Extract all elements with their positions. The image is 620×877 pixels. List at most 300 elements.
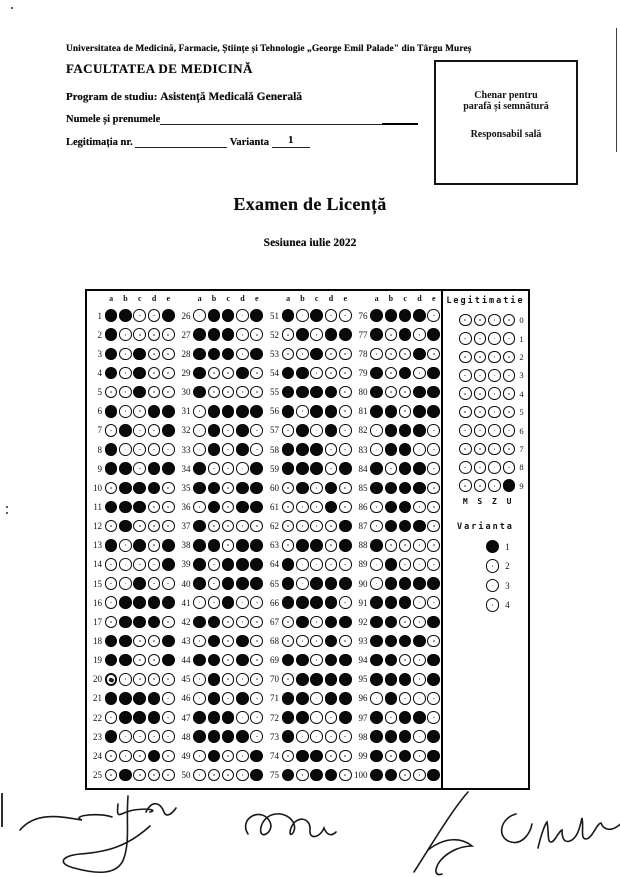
answer-bubble (399, 673, 412, 686)
answer-bubble (105, 654, 118, 667)
answer-bubble (105, 616, 118, 629)
answer-bubble (208, 730, 221, 743)
answer-bubble (193, 348, 206, 361)
option-letter: e (432, 294, 436, 303)
answer-bubble (427, 635, 440, 648)
answer-bubble (427, 462, 440, 475)
stamp-box (434, 60, 578, 185)
question-number: 6 (97, 406, 102, 417)
digit-label: 0 (519, 315, 524, 326)
legitimatie-bubble (459, 314, 472, 327)
answer-bubble (370, 654, 383, 667)
answer-bubble (105, 405, 118, 418)
answer-row (264, 631, 352, 650)
answer-bubble (370, 386, 383, 399)
answer-row (264, 440, 352, 459)
answer-bubble (339, 386, 352, 399)
answer-bubble (282, 482, 295, 495)
answer-bubble (119, 616, 132, 629)
question-number: 16 (93, 597, 102, 608)
answer-bubble (325, 558, 338, 571)
question-number: 26 (181, 310, 191, 321)
answer-row (264, 383, 352, 402)
answer-bubble (193, 558, 206, 571)
answer-bubble (105, 328, 118, 341)
answer-row (175, 670, 263, 689)
program-line (66, 91, 302, 103)
question-number: 49 (181, 750, 191, 761)
stamp-box-line2: parafă și semnătură (463, 101, 549, 112)
answer-column (264, 291, 352, 788)
answer-row (87, 459, 175, 478)
answer-bubble (222, 596, 235, 609)
answer-bubble (162, 577, 175, 590)
question-number: 70 (269, 674, 279, 685)
answer-bubble (370, 405, 383, 418)
answer-row (352, 383, 440, 402)
answer-bubble (310, 596, 323, 609)
answer-bubble (162, 520, 175, 533)
answer-bubble (148, 558, 161, 571)
answer-bubble (385, 711, 398, 724)
question-number: 58 (269, 444, 279, 455)
option-letter: e (255, 294, 259, 303)
answer-bubble (250, 443, 263, 456)
answer-bubble (133, 750, 146, 763)
answer-row (352, 363, 440, 382)
answer-bubble (193, 482, 206, 495)
answer-bubble (282, 328, 295, 341)
answer-bubble (339, 405, 352, 418)
question-number: 91 (358, 597, 368, 608)
digit-label: 5 (519, 407, 524, 418)
answer-bubble (370, 367, 383, 380)
answer-bubble (236, 328, 249, 341)
answer-row (175, 478, 263, 497)
answer-bubble (427, 730, 440, 743)
answer-bubble (296, 769, 309, 782)
question-number: 11 (93, 501, 102, 512)
answer-row (352, 459, 440, 478)
answer-bubble (385, 520, 398, 533)
answer-bubble (325, 730, 338, 743)
answer-bubble (282, 635, 295, 648)
answer-row (175, 708, 263, 727)
answer-bubble (310, 443, 323, 456)
answer-bubble (250, 424, 263, 437)
answer-bubble (119, 424, 132, 437)
question-number: 40 (181, 578, 191, 589)
answer-bubble (370, 443, 383, 456)
answer-bubble (427, 348, 440, 361)
answer-bubble (282, 577, 295, 590)
option-letter: c (403, 294, 407, 303)
question-number: 59 (269, 463, 279, 474)
answer-bubble (222, 367, 235, 380)
answer-bubble (250, 635, 263, 648)
answer-bubble (208, 309, 221, 322)
answer-bubble (427, 501, 440, 514)
answer-row (87, 478, 175, 497)
digit-label: 2 (519, 351, 524, 362)
question-number: 35 (181, 482, 191, 493)
answer-bubble (413, 443, 426, 456)
answer-bubble (162, 616, 175, 629)
answer-row (87, 325, 175, 344)
answer-bubble (370, 730, 383, 743)
answer-bubble (296, 558, 309, 571)
question-number: 32 (181, 425, 191, 436)
option-letter-header (104, 294, 175, 306)
answer-bubble (370, 673, 383, 686)
answer-bubble (413, 367, 426, 380)
answer-row (352, 631, 440, 650)
answer-bubble (385, 482, 398, 495)
answer-row (87, 517, 175, 536)
answer-row (264, 497, 352, 516)
answer-row (352, 440, 440, 459)
signature-1-flourish (63, 796, 176, 872)
answer-bubble (427, 750, 440, 763)
answer-row (87, 708, 175, 727)
answer-bubble (162, 730, 175, 743)
answer-bubble (427, 654, 440, 667)
answer-bubble (282, 386, 295, 399)
answer-bubble (236, 635, 249, 648)
answer-bubble (399, 482, 412, 495)
question-number: 42 (181, 616, 191, 627)
legitimatie-bubble (503, 406, 516, 419)
answer-bubble (296, 520, 309, 533)
legitimatie-bubble (459, 424, 472, 437)
answer-bubble (222, 328, 235, 341)
answer-bubble (339, 692, 352, 705)
signature-3 (414, 792, 472, 875)
answer-bubble (105, 596, 118, 609)
option-letter: a (374, 294, 379, 303)
answer-bubble (427, 769, 440, 782)
answer-bubble (427, 577, 440, 590)
answer-bubble (222, 424, 235, 437)
answer-bubble (105, 367, 118, 380)
answer-bubble (427, 520, 440, 533)
legitimatie-bubble (459, 351, 472, 364)
option-letter: c (226, 294, 230, 303)
question-number: 30 (181, 387, 191, 398)
answer-bubble (413, 711, 426, 724)
legitimatie-bubble (503, 314, 516, 327)
answer-bubble (370, 309, 383, 322)
legitimatie-bubble (503, 443, 516, 456)
answer-bubble (325, 750, 338, 763)
answer-bubble (385, 443, 398, 456)
answer-bubble (310, 328, 323, 341)
answer-bubble (310, 577, 323, 590)
legitimatie-bubble (459, 479, 472, 492)
answer-bubble (282, 520, 295, 533)
answer-bubble (296, 501, 309, 514)
answer-bubble (427, 711, 440, 724)
answer-row (175, 421, 263, 440)
answer-bubble (148, 348, 161, 361)
answer-bubble (193, 386, 206, 399)
answer-bubble (193, 711, 206, 724)
answer-bubble (310, 635, 323, 648)
legitimatie-row (443, 403, 528, 421)
answer-bubble (413, 328, 426, 341)
question-number: 71 (269, 693, 279, 704)
answer-bubble (385, 673, 398, 686)
answer-bubble (148, 577, 161, 590)
legitimatie-bubble (474, 424, 487, 437)
answer-bubble (296, 386, 309, 399)
answer-bubble (162, 769, 175, 782)
answer-bubble (208, 673, 221, 686)
answer-bubble (193, 367, 206, 380)
answer-bubble (399, 730, 412, 743)
answer-bubble (427, 558, 440, 571)
answer-bubble (296, 424, 309, 437)
answer-bubble (413, 558, 426, 571)
answer-bubble (385, 348, 398, 361)
answer-bubble (133, 367, 146, 380)
answer-bubble (310, 501, 323, 514)
answer-bubble (427, 328, 440, 341)
answer-row (264, 708, 352, 727)
answer-column (87, 291, 175, 788)
question-number: 78 (358, 348, 368, 359)
column-letter: S (477, 496, 483, 506)
answer-row (352, 478, 440, 497)
answer-bubble (105, 501, 118, 514)
answer-bubble (385, 367, 398, 380)
answer-bubble (193, 673, 206, 686)
answer-bubble (282, 654, 295, 667)
answer-bubble (148, 692, 161, 705)
answer-bubble (162, 348, 175, 361)
answer-bubble (193, 501, 206, 514)
question-number: 98 (358, 731, 368, 742)
answer-bubble (296, 367, 309, 380)
answer-bubble (250, 577, 263, 590)
answer-row (175, 689, 263, 708)
answer-row (87, 344, 175, 363)
question-number: 45 (181, 674, 191, 685)
answer-bubble (222, 616, 235, 629)
answer-bubble (148, 616, 161, 629)
answer-bubble (250, 692, 263, 705)
answer-row (264, 746, 352, 765)
faculty-name: FACULTATEA DE MEDICINĂ (66, 61, 253, 76)
answer-bubble (296, 635, 309, 648)
question-number: 2 (97, 329, 102, 340)
answer-row (352, 497, 440, 516)
answer-bubble (339, 328, 352, 341)
answer-bubble (370, 692, 383, 705)
answer-bubble (282, 730, 295, 743)
answer-bubble (370, 462, 383, 475)
answer-bubble (310, 309, 323, 322)
answer-bubble (282, 309, 295, 322)
answer-bubble (339, 367, 352, 380)
option-letter: d (328, 294, 334, 303)
answer-bubble (133, 462, 146, 475)
legitimatie-bubble (474, 351, 487, 364)
question-number: 62 (269, 521, 279, 532)
answer-bubble (162, 424, 175, 437)
legitimatie-bubble (474, 369, 487, 382)
answer-bubble (105, 769, 118, 782)
question-number: 39 (181, 559, 191, 570)
answer-bubble (325, 462, 338, 475)
legitimatie-row (443, 366, 528, 384)
question-number: 79 (358, 367, 368, 378)
answer-bubble (339, 539, 352, 552)
question-number: 95 (358, 674, 368, 685)
question-number: 17 (93, 616, 102, 627)
answer-bubble (339, 750, 352, 763)
answer-bubble (413, 348, 426, 361)
answer-bubble (413, 577, 426, 590)
legitimatie-bubble (503, 479, 516, 492)
answer-bubble (296, 654, 309, 667)
answer-bubble (385, 309, 398, 322)
question-number: 89 (358, 559, 368, 570)
answer-column (352, 291, 440, 788)
scan-edge-line (616, 28, 617, 152)
answer-bubble (133, 405, 146, 418)
answer-row (87, 497, 175, 516)
question-number: 10 (93, 482, 102, 493)
answer-bubble (222, 482, 235, 495)
answer-bubble (193, 520, 206, 533)
answer-bubble (208, 348, 221, 361)
legitimatie-row (443, 348, 528, 366)
legitimatie-bubble (459, 369, 472, 382)
answer-bubble (310, 405, 323, 418)
answer-bubble (119, 462, 132, 475)
answer-bubble (148, 750, 161, 763)
answer-bubble (162, 654, 175, 667)
legitimatie-bubble (474, 332, 487, 345)
answer-bubble (282, 462, 295, 475)
varianta-option-label: 3 (505, 580, 510, 591)
answer-bubble (222, 405, 235, 418)
answer-bubble (385, 501, 398, 514)
answer-bubble (250, 462, 263, 475)
answer-bubble (119, 673, 132, 686)
question-number: 1 (97, 310, 102, 321)
answer-bubble (236, 769, 249, 782)
answer-row (264, 344, 352, 363)
legitimatie-bubble (488, 424, 501, 437)
answer-bubble (399, 443, 412, 456)
answer-row (87, 440, 175, 459)
answer-bubble (399, 462, 412, 475)
option-letter: d (240, 294, 245, 303)
answer-row (264, 593, 352, 612)
answer-bubble (236, 539, 249, 552)
answer-bubble (148, 443, 161, 456)
answer-bubble (250, 654, 263, 667)
answer-bubble (193, 596, 206, 609)
varianta-option-label: 4 (505, 600, 510, 611)
answer-bubble (208, 482, 221, 495)
card-number-line (66, 135, 310, 148)
answer-bubble (310, 711, 323, 724)
answer-bubble (282, 596, 295, 609)
legitimatie-bubble (474, 461, 487, 474)
option-letter: d (417, 294, 422, 303)
legitimatie-bubble (459, 387, 472, 400)
card-number-label: Legitimația nr. (66, 137, 133, 148)
answer-bubble (413, 501, 426, 514)
answer-row (87, 746, 175, 765)
answer-row (264, 459, 352, 478)
answer-bubble (296, 596, 309, 609)
answer-bubble (222, 386, 235, 399)
answer-bubble (208, 443, 221, 456)
option-letter: e (343, 294, 348, 303)
answer-bubble (296, 539, 309, 552)
question-number: 4 (97, 367, 102, 378)
answer-bubble (282, 711, 295, 724)
answer-bubble (105, 348, 118, 361)
answer-bubble (250, 482, 263, 495)
answer-row (175, 363, 263, 382)
university-name: Universitatea de Medicină, Farmacie, Științe și Tehnologie „George Emil Palade" din Târgu Mureș (66, 44, 472, 54)
answer-bubble (236, 750, 249, 763)
answer-bubble (370, 501, 383, 514)
answer-bubble (427, 539, 440, 552)
answer-bubble (250, 730, 263, 743)
legitimatie-row (443, 421, 528, 439)
answer-bubble (370, 635, 383, 648)
answer-bubble (148, 386, 161, 399)
answer-bubble (250, 328, 263, 341)
answer-bubble (133, 711, 146, 724)
answer-bubble (105, 558, 118, 571)
legitimatie-bubble (503, 369, 516, 382)
answer-row (264, 478, 352, 497)
answer-bubble (427, 386, 440, 399)
answer-row (264, 325, 352, 344)
answer-bubble (119, 405, 132, 418)
question-number: 52 (269, 329, 279, 340)
answer-bubble (236, 462, 249, 475)
answer-bubble (413, 596, 426, 609)
question-number: 56 (269, 406, 279, 417)
answer-bubble (133, 577, 146, 590)
answer-bubble (193, 462, 206, 475)
answer-bubble (325, 539, 338, 552)
answer-bubble (162, 443, 175, 456)
answer-bubble (222, 309, 235, 322)
answer-bubble (148, 539, 161, 552)
answer-bubble (399, 558, 412, 571)
answer-bubble (236, 367, 249, 380)
answer-bubble (105, 635, 118, 648)
question-number: 61 (269, 501, 279, 512)
answer-bubble (339, 654, 352, 667)
answer-bubble (119, 730, 132, 743)
answer-bubble (250, 386, 263, 399)
answer-bubble (222, 769, 235, 782)
answer-bubble (236, 673, 249, 686)
answer-bubble (162, 539, 175, 552)
answer-row (175, 402, 263, 421)
answer-bubble (162, 596, 175, 609)
